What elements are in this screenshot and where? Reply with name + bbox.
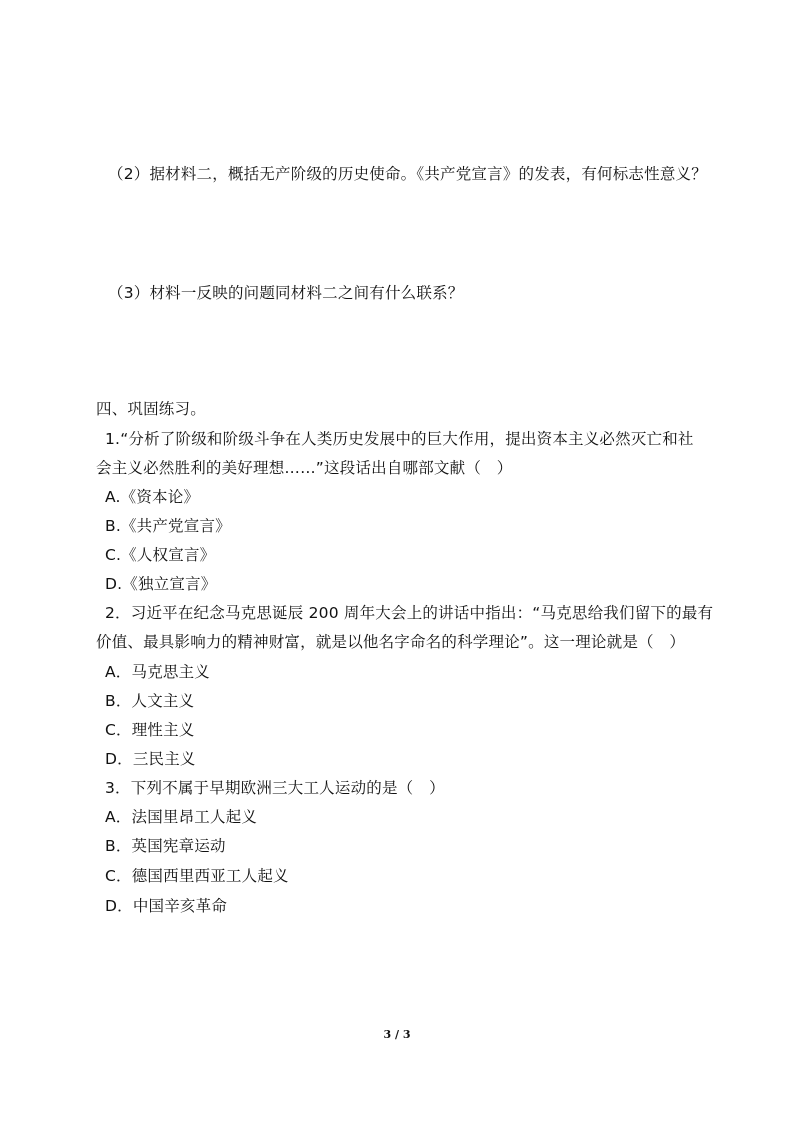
question-3-option-a: A．法国里昂工人起义 [105, 808, 258, 826]
question-3-option-b: B．英国宪章运动 [105, 837, 226, 855]
question-1-option-c: C.《人权宣言》 [105, 546, 216, 564]
question-1-option-d: D.《独立宣言》 [105, 575, 217, 593]
question-1-stem-line1: 1.“分析了阶级和阶级斗争在人类历史发展中的巨大作用，提出资本主义必然灭亡和社 [105, 430, 694, 448]
question-3-option-d: D．中国辛亥革命 [105, 897, 228, 915]
question-2-option-c: C．理性主义 [105, 721, 195, 739]
section-heading: 四、巩固练习。 [96, 400, 206, 418]
question-1-stem-line2: 会主义必然胜利的美好理想……”这段话出自哪部文献（ ） [96, 459, 513, 477]
question-2-option-d: D．三民主义 [105, 750, 196, 768]
question-3-option-c: C．德国西里西亚工人起义 [105, 867, 289, 885]
question-2-option-b: B．人文主义 [105, 692, 195, 710]
question-3-3: （3）材料一反映的问题同材料二之间有什么联系？ [108, 284, 464, 302]
question-2-stem-line2: 价值、最具影响力的精神财富，就是以他名字命名的科学理论”。这一理论就是（ ） [96, 633, 686, 651]
question-1-option-a: A.《资本论》 [105, 488, 200, 506]
question-2-stem-line1: 2．习近平在纪念马克思诞辰 200 周年大会上的讲话中指出：“马克思给我们留下的最有 [105, 604, 714, 622]
question-1-option-b: B.《共产党宣言》 [105, 517, 231, 535]
question-2-option-a: A．马克思主义 [105, 663, 211, 681]
page-number: 3 / 3 [383, 1028, 411, 1041]
question-3-stem-line1: 3．下列不属于早期欧洲三大工人运动的是（ ） [105, 779, 445, 797]
question-3-2: （2）据材料二，概括无产阶级的历史使命。《共产党宣言》的发表，有何标志性意义？ [108, 165, 707, 183]
